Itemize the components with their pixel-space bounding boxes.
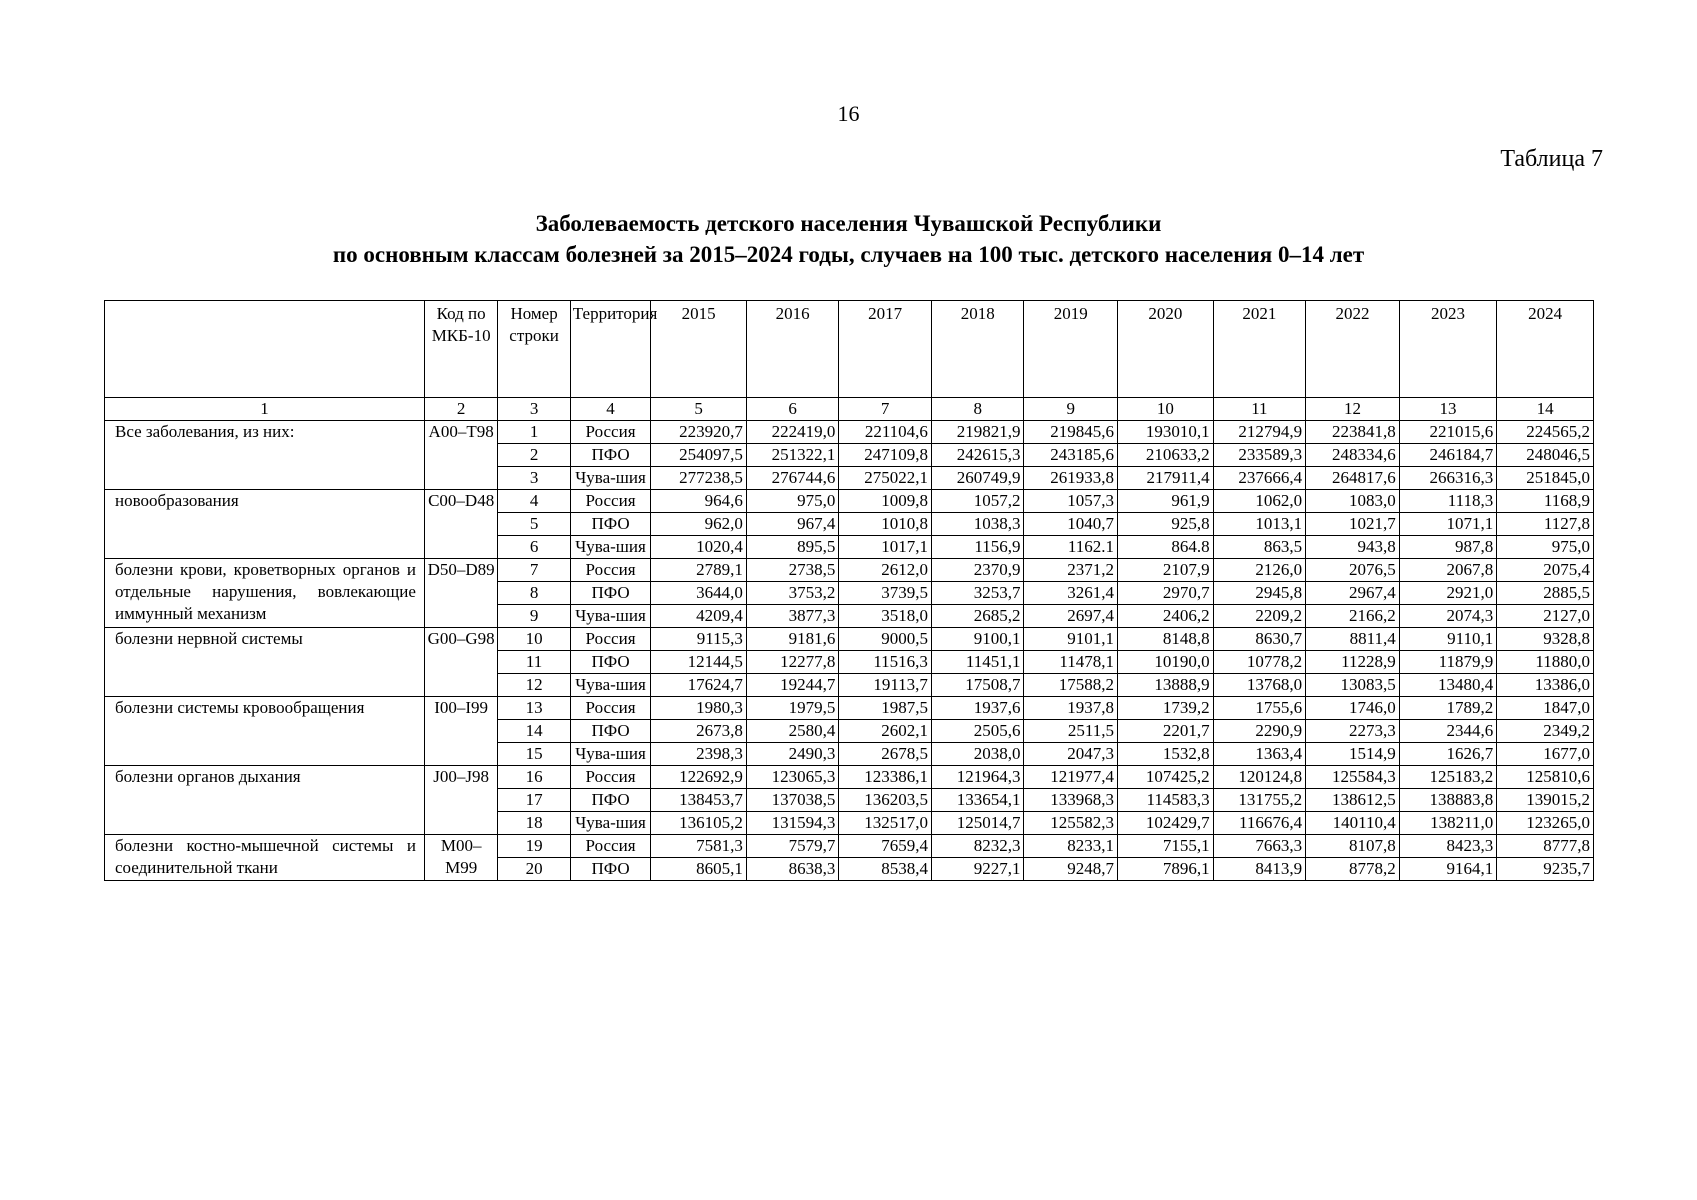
value-cell: 260749,9 [931, 467, 1024, 490]
title-line-1: Заболеваемость детского населения Чувашской Республики [535, 211, 1162, 236]
territory: Чува-шия [570, 812, 650, 835]
disease-class-name: болезни органов дыхания [105, 766, 425, 835]
value-cell: 967,4 [746, 513, 839, 536]
value-cell: 1038,3 [931, 513, 1024, 536]
value-cell: 7155,1 [1118, 835, 1214, 858]
value-cell: 12144,5 [651, 651, 747, 674]
row-number: 9 [498, 605, 570, 628]
value-cell: 219821,9 [931, 421, 1024, 444]
value-cell: 276744,6 [746, 467, 839, 490]
header-year: 2016 [746, 301, 839, 398]
header-year: 2015 [651, 301, 747, 398]
row-number: 2 [498, 444, 570, 467]
value-cell: 8777,8 [1497, 835, 1594, 858]
value-cell: 1514,9 [1306, 743, 1400, 766]
table-row [105, 697, 1594, 720]
row-number: 7 [498, 559, 570, 582]
value-cell: 2107,9 [1118, 559, 1214, 582]
header-year: 2021 [1213, 301, 1306, 398]
value-cell: 2290,9 [1213, 720, 1306, 743]
value-cell: 1127,8 [1497, 513, 1594, 536]
value-cell: 1071,1 [1399, 513, 1497, 536]
value-cell: 7896,1 [1118, 858, 1214, 881]
header-year: 2018 [931, 301, 1024, 398]
value-cell: 2038,0 [931, 743, 1024, 766]
territory: Россия [570, 766, 650, 789]
value-cell: 2344,6 [1399, 720, 1497, 743]
value-cell: 237666,4 [1213, 467, 1306, 490]
column-number: 2 [424, 398, 497, 421]
territory: ПФО [570, 858, 650, 881]
value-cell: 4209,4 [651, 605, 747, 628]
territory: ПФО [570, 582, 650, 605]
table-row [105, 559, 1594, 582]
value-cell: 243185,6 [1024, 444, 1118, 467]
header-code: Код по МКБ-10 [424, 301, 497, 398]
value-cell: 961,9 [1118, 490, 1214, 513]
value-cell: 223841,8 [1306, 421, 1400, 444]
table-body [105, 421, 1594, 881]
value-cell: 1746,0 [1306, 697, 1400, 720]
value-cell: 132517,0 [839, 812, 932, 835]
value-cell: 9181,6 [746, 628, 839, 651]
value-cell: 943,8 [1306, 536, 1400, 559]
value-cell: 131755,2 [1213, 789, 1306, 812]
table-row [105, 766, 1594, 789]
value-cell: 863,5 [1213, 536, 1306, 559]
row-number: 13 [498, 697, 570, 720]
value-cell: 8233,1 [1024, 835, 1118, 858]
value-cell: 122692,9 [651, 766, 747, 789]
value-cell: 131594,3 [746, 812, 839, 835]
value-cell: 121964,3 [931, 766, 1024, 789]
value-cell: 987,8 [1399, 536, 1497, 559]
value-cell: 136105,2 [651, 812, 747, 835]
value-cell: 2074,3 [1399, 605, 1497, 628]
value-cell: 138612,5 [1306, 789, 1400, 812]
column-number: 13 [1399, 398, 1497, 421]
value-cell: 1937,8 [1024, 697, 1118, 720]
value-cell: 13083,5 [1306, 674, 1400, 697]
value-cell: 1755,6 [1213, 697, 1306, 720]
value-cell: 2349,2 [1497, 720, 1594, 743]
value-cell: 1057,3 [1024, 490, 1118, 513]
value-cell: 7579,7 [746, 835, 839, 858]
value-cell: 19113,7 [839, 674, 932, 697]
value-cell: 962,0 [651, 513, 747, 536]
value-cell: 8778,2 [1306, 858, 1400, 881]
disease-class-name: болезни костно-мышечной системы и соединительной ткани [105, 835, 425, 881]
value-cell: 9115,3 [651, 628, 747, 651]
row-number: 4 [498, 490, 570, 513]
value-cell: 121977,4 [1024, 766, 1118, 789]
value-cell: 7663,3 [1213, 835, 1306, 858]
value-cell: 254097,5 [651, 444, 747, 467]
value-cell: 2697,4 [1024, 605, 1118, 628]
value-cell: 222419,0 [746, 421, 839, 444]
row-number: 8 [498, 582, 570, 605]
disease-class-name: новообразования [105, 490, 425, 559]
disease-class-name: болезни крови, кроветворных органов и отдельные нарушения, вовлекающие иммунный механизм [105, 559, 425, 628]
table-row [105, 835, 1594, 858]
territory: Россия [570, 490, 650, 513]
value-cell: 248046,5 [1497, 444, 1594, 467]
value-cell: 13888,9 [1118, 674, 1214, 697]
value-cell: 2371,2 [1024, 559, 1118, 582]
value-cell: 7659,4 [839, 835, 932, 858]
value-cell: 2885,5 [1497, 582, 1594, 605]
value-cell: 251322,1 [746, 444, 839, 467]
value-cell: 11880,0 [1497, 651, 1594, 674]
value-cell: 864.8 [1118, 536, 1214, 559]
value-cell: 2370,9 [931, 559, 1024, 582]
column-number: 9 [1024, 398, 1118, 421]
value-cell: 1009,8 [839, 490, 932, 513]
territory: ПФО [570, 651, 650, 674]
value-cell: 123265,0 [1497, 812, 1594, 835]
row-number: 12 [498, 674, 570, 697]
value-cell: 2685,2 [931, 605, 1024, 628]
value-cell: 125810,6 [1497, 766, 1594, 789]
value-cell: 140110,4 [1306, 812, 1400, 835]
value-cell: 138211,0 [1399, 812, 1497, 835]
row-number: 3 [498, 467, 570, 490]
value-cell: 125183,2 [1399, 766, 1497, 789]
column-number: 14 [1497, 398, 1594, 421]
value-cell: 9101,1 [1024, 628, 1118, 651]
value-cell: 12277,8 [746, 651, 839, 674]
territory: Россия [570, 835, 650, 858]
value-cell: 125014,7 [931, 812, 1024, 835]
column-number: 10 [1118, 398, 1214, 421]
value-cell: 2602,1 [839, 720, 932, 743]
value-cell: 251845,0 [1497, 467, 1594, 490]
value-cell: 2273,3 [1306, 720, 1400, 743]
value-cell: 3261,4 [1024, 582, 1118, 605]
value-cell: 1057,2 [931, 490, 1024, 513]
value-cell: 275022,1 [839, 467, 932, 490]
value-cell: 1626,7 [1399, 743, 1497, 766]
value-cell: 8538,4 [839, 858, 932, 881]
value-cell: 1083,0 [1306, 490, 1400, 513]
value-cell: 1021,7 [1306, 513, 1400, 536]
territory: ПФО [570, 513, 650, 536]
value-cell: 123386,1 [839, 766, 932, 789]
value-cell: 2738,5 [746, 559, 839, 582]
table-title [0, 208, 1697, 270]
territory: Россия [570, 559, 650, 582]
value-cell: 2612,0 [839, 559, 932, 582]
table-label: Таблица 7 [1500, 146, 1603, 172]
territory: Россия [570, 421, 650, 444]
disease-class-name: Все заболевания, из них: [105, 421, 425, 490]
value-cell: 139015,2 [1497, 789, 1594, 812]
header-year: 2020 [1118, 301, 1214, 398]
value-cell: 1987,5 [839, 697, 932, 720]
row-number: 14 [498, 720, 570, 743]
value-cell: 11228,9 [1306, 651, 1400, 674]
value-cell: 2067,8 [1399, 559, 1497, 582]
value-cell: 8148,8 [1118, 628, 1214, 651]
territory: Россия [570, 628, 650, 651]
page-number: 16 [837, 101, 860, 126]
value-cell: 17624,7 [651, 674, 747, 697]
value-cell: 2406,2 [1118, 605, 1214, 628]
value-cell: 1168,9 [1497, 490, 1594, 513]
value-cell: 224565,2 [1497, 421, 1594, 444]
column-number: 7 [839, 398, 932, 421]
value-cell: 2505,6 [931, 720, 1024, 743]
table-row [105, 421, 1594, 444]
column-number: 1 [105, 398, 425, 421]
header-year: 2024 [1497, 301, 1594, 398]
value-cell: 2580,4 [746, 720, 839, 743]
value-cell: 2678,5 [839, 743, 932, 766]
value-cell: 8232,3 [931, 835, 1024, 858]
value-cell: 1789,2 [1399, 697, 1497, 720]
value-cell: 138453,7 [651, 789, 747, 812]
disease-class-name: болезни нервной системы [105, 628, 425, 697]
value-cell: 1363,4 [1213, 743, 1306, 766]
value-cell: 221015,6 [1399, 421, 1497, 444]
value-cell: 9227,1 [931, 858, 1024, 881]
value-cell: 2970,7 [1118, 582, 1214, 605]
morbidity-table [104, 300, 1594, 881]
value-cell: 2201,7 [1118, 720, 1214, 743]
value-cell: 248334,6 [1306, 444, 1400, 467]
territory: ПФО [570, 444, 650, 467]
value-cell: 219845,6 [1024, 421, 1118, 444]
value-cell: 13480,4 [1399, 674, 1497, 697]
value-cell: 1062,0 [1213, 490, 1306, 513]
header-row [105, 301, 1594, 398]
value-cell: 9110,1 [1399, 628, 1497, 651]
value-cell: 3877,3 [746, 605, 839, 628]
value-cell: 1847,0 [1497, 697, 1594, 720]
territory: Чува-шия [570, 743, 650, 766]
value-cell: 2209,2 [1213, 605, 1306, 628]
row-number: 18 [498, 812, 570, 835]
value-cell: 8638,3 [746, 858, 839, 881]
value-cell: 2967,4 [1306, 582, 1400, 605]
row-number: 20 [498, 858, 570, 881]
value-cell: 116676,4 [1213, 812, 1306, 835]
value-cell: 7581,3 [651, 835, 747, 858]
value-cell: 8630,7 [1213, 628, 1306, 651]
value-cell: 2127,0 [1497, 605, 1594, 628]
value-cell: 137038,5 [746, 789, 839, 812]
value-cell: 8413,9 [1213, 858, 1306, 881]
header-year: 2019 [1024, 301, 1118, 398]
column-number: 3 [498, 398, 570, 421]
value-cell: 1979,5 [746, 697, 839, 720]
value-cell: 264817,6 [1306, 467, 1400, 490]
value-cell: 1017,1 [839, 536, 932, 559]
value-cell: 1010,8 [839, 513, 932, 536]
value-cell: 9328,8 [1497, 628, 1594, 651]
icd-code: A00–T98 [424, 421, 497, 490]
territory: Чува-шия [570, 536, 650, 559]
value-cell: 1040,7 [1024, 513, 1118, 536]
territory: Чува-шия [570, 605, 650, 628]
value-cell: 8811,4 [1306, 628, 1400, 651]
title-line-2: по основным классам болезней за 2015–2024 годы, случаев на 100 тыс. детского населения 0–14 лет [332, 242, 1365, 267]
territory: Чува-шия [570, 674, 650, 697]
row-number: 11 [498, 651, 570, 674]
value-cell: 246184,7 [1399, 444, 1497, 467]
row-number: 1 [498, 421, 570, 444]
value-cell: 212794,9 [1213, 421, 1306, 444]
value-cell: 2166,2 [1306, 605, 1400, 628]
value-cell: 125582,3 [1024, 812, 1118, 835]
value-cell: 2075,4 [1497, 559, 1594, 582]
territory: ПФО [570, 720, 650, 743]
value-cell: 2047,3 [1024, 743, 1118, 766]
value-cell: 2398,3 [651, 743, 747, 766]
value-cell: 2921,0 [1399, 582, 1497, 605]
value-cell: 233589,3 [1213, 444, 1306, 467]
value-cell: 261933,8 [1024, 467, 1118, 490]
value-cell: 975,0 [1497, 536, 1594, 559]
header-row-number: Номер строки [498, 301, 570, 398]
value-cell: 19244,7 [746, 674, 839, 697]
value-cell: 242615,3 [931, 444, 1024, 467]
value-cell: 9248,7 [1024, 858, 1118, 881]
value-cell: 2126,0 [1213, 559, 1306, 582]
value-cell: 138883,8 [1399, 789, 1497, 812]
value-cell: 3253,7 [931, 582, 1024, 605]
icd-code: C00–D48 [424, 490, 497, 559]
value-cell: 1013,1 [1213, 513, 1306, 536]
value-cell: 10190,0 [1118, 651, 1214, 674]
value-cell: 8605,1 [651, 858, 747, 881]
disease-class-name: болезни системы кровообращения [105, 697, 425, 766]
value-cell: 10778,2 [1213, 651, 1306, 674]
value-cell: 3739,5 [839, 582, 932, 605]
value-cell: 133968,3 [1024, 789, 1118, 812]
icd-code: D50–D89 [424, 559, 497, 628]
value-cell: 2945,8 [1213, 582, 1306, 605]
value-cell: 925,8 [1118, 513, 1214, 536]
value-cell: 11516,3 [839, 651, 932, 674]
value-cell: 247109,8 [839, 444, 932, 467]
value-cell: 11879,9 [1399, 651, 1497, 674]
value-cell: 217911,4 [1118, 467, 1214, 490]
value-cell: 125584,3 [1306, 766, 1400, 789]
column-number: 8 [931, 398, 1024, 421]
value-cell: 221104,6 [839, 421, 932, 444]
row-number: 5 [498, 513, 570, 536]
value-cell: 2673,8 [651, 720, 747, 743]
column-number: 5 [651, 398, 747, 421]
column-number: 12 [1306, 398, 1400, 421]
territory: Чува-шия [570, 467, 650, 490]
value-cell: 133654,1 [931, 789, 1024, 812]
value-cell: 13768,0 [1213, 674, 1306, 697]
value-cell: 13386,0 [1497, 674, 1594, 697]
row-number: 6 [498, 536, 570, 559]
value-cell: 9100,1 [931, 628, 1024, 651]
value-cell: 210633,2 [1118, 444, 1214, 467]
row-number: 15 [498, 743, 570, 766]
value-cell: 1118,3 [1399, 490, 1497, 513]
value-cell: 3644,0 [651, 582, 747, 605]
value-cell: 266316,3 [1399, 467, 1497, 490]
value-cell: 895,5 [746, 536, 839, 559]
column-number-row [105, 398, 1594, 421]
value-cell: 2490,3 [746, 743, 839, 766]
value-cell: 1532,8 [1118, 743, 1214, 766]
value-cell: 1020,4 [651, 536, 747, 559]
row-number: 17 [498, 789, 570, 812]
value-cell: 136203,5 [839, 789, 932, 812]
territory: ПФО [570, 789, 650, 812]
table-row [105, 490, 1594, 513]
column-number: 4 [570, 398, 650, 421]
icd-code: I00–I99 [424, 697, 497, 766]
row-number: 19 [498, 835, 570, 858]
value-cell: 1156,9 [931, 536, 1024, 559]
column-number: 6 [746, 398, 839, 421]
value-cell: 1739,2 [1118, 697, 1214, 720]
territory: Россия [570, 697, 650, 720]
value-cell: 107425,2 [1118, 766, 1214, 789]
value-cell: 1677,0 [1497, 743, 1594, 766]
value-cell: 114583,3 [1118, 789, 1214, 812]
value-cell: 9235,7 [1497, 858, 1594, 881]
header-year: 2022 [1306, 301, 1400, 398]
row-number: 10 [498, 628, 570, 651]
icd-code: G00–G98 [424, 628, 497, 697]
header-territory: Территория [570, 301, 650, 398]
value-cell: 8423,3 [1399, 835, 1497, 858]
value-cell: 120124,8 [1213, 766, 1306, 789]
value-cell: 102429,7 [1118, 812, 1214, 835]
value-cell: 277238,5 [651, 467, 747, 490]
value-cell: 1937,6 [931, 697, 1024, 720]
value-cell: 1980,3 [651, 697, 747, 720]
value-cell: 193010,1 [1118, 421, 1214, 444]
value-cell: 17588,2 [1024, 674, 1118, 697]
value-cell: 223920,7 [651, 421, 747, 444]
value-cell: 11478,1 [1024, 651, 1118, 674]
value-cell: 975,0 [746, 490, 839, 513]
value-cell: 2076,5 [1306, 559, 1400, 582]
value-cell: 3753,2 [746, 582, 839, 605]
icd-code: M00–M99 [424, 835, 497, 881]
header-year: 2023 [1399, 301, 1497, 398]
value-cell: 3518,0 [839, 605, 932, 628]
icd-code: J00–J98 [424, 766, 497, 835]
column-number: 11 [1213, 398, 1306, 421]
header-blank [105, 301, 425, 398]
row-number: 16 [498, 766, 570, 789]
value-cell: 2789,1 [651, 559, 747, 582]
value-cell: 964,6 [651, 490, 747, 513]
value-cell: 1162.1 [1024, 536, 1118, 559]
value-cell: 17508,7 [931, 674, 1024, 697]
value-cell: 11451,1 [931, 651, 1024, 674]
value-cell: 123065,3 [746, 766, 839, 789]
value-cell: 9164,1 [1399, 858, 1497, 881]
value-cell: 2511,5 [1024, 720, 1118, 743]
value-cell: 9000,5 [839, 628, 932, 651]
value-cell: 8107,8 [1306, 835, 1400, 858]
header-year: 2017 [839, 301, 932, 398]
table-row [105, 628, 1594, 651]
